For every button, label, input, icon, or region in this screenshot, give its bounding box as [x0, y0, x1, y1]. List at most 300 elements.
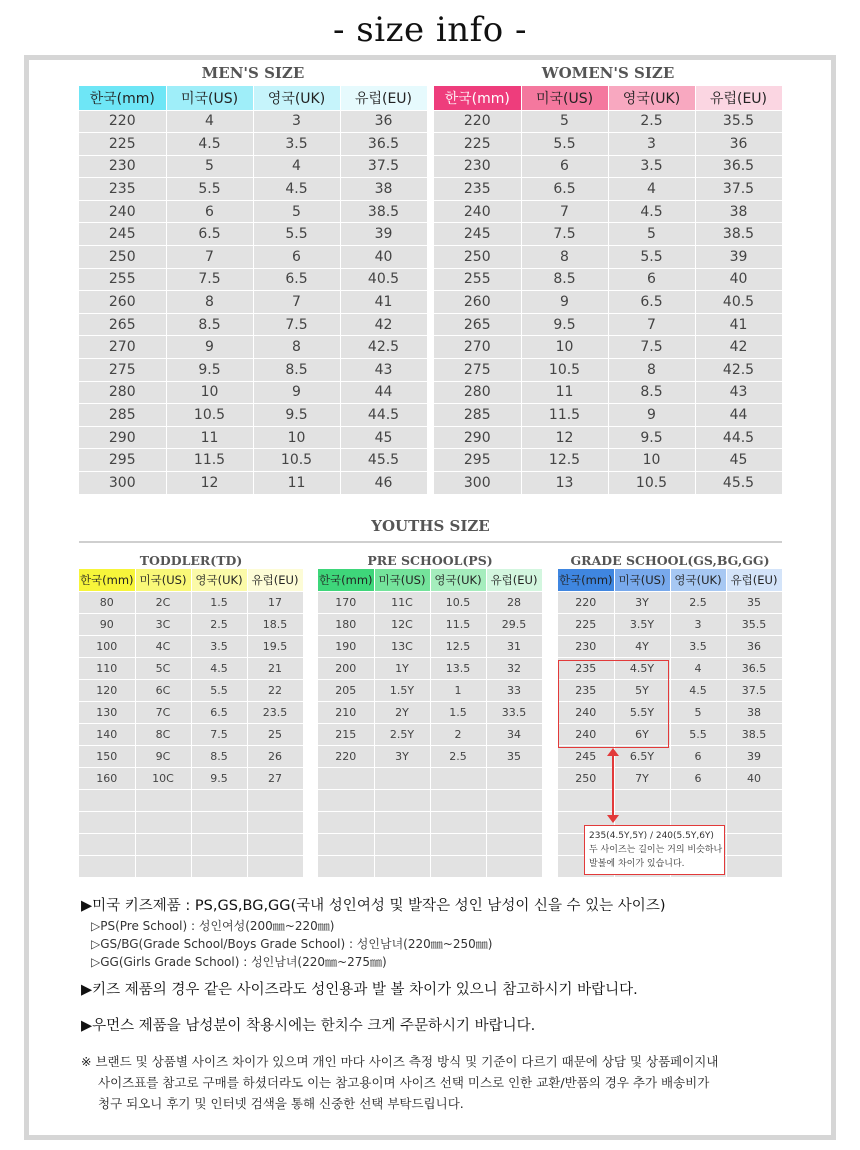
youths-size-title: YOUTHS SIZE [371, 517, 490, 535]
preschool-size-header-cell: 유럽(EU) [486, 569, 542, 591]
preschool-size-cell: 2Y [374, 701, 430, 723]
men-size-row [79, 178, 427, 201]
women-size-cell: 5.5 [521, 133, 608, 156]
preschool-size-cell: 205 [318, 679, 374, 701]
toddler-size-cell: 8C [135, 723, 191, 745]
gradeschool-size-cell: 39 [726, 745, 782, 767]
preschool-size-cell [486, 811, 542, 833]
women-size-row [434, 110, 782, 133]
toddler-size-header-cell: 미국(US) [135, 569, 191, 591]
men-size-cell: 45 [340, 426, 427, 449]
gradeschool-size-cell: 5.5Y [614, 701, 670, 723]
men-size-cell: 3.5 [253, 133, 340, 156]
women-size-cell: 6.5 [521, 178, 608, 201]
women-size-cell: 300 [434, 472, 521, 495]
preschool-size-cell: 34 [486, 723, 542, 745]
women-size-cell: 11 [521, 381, 608, 404]
toddler-size-cell: 7.5 [191, 723, 247, 745]
women-size-cell: 37.5 [695, 178, 782, 201]
toddler-size-row [79, 723, 303, 745]
preschool-size-row [318, 657, 542, 679]
toddler-size-cell: 140 [79, 723, 135, 745]
women-size-row [434, 472, 782, 495]
gradeschool-size-cell: 4Y [614, 635, 670, 657]
preschool-size-cell [430, 833, 486, 855]
women-size-row [434, 178, 782, 201]
women-size-cell: 9 [608, 404, 695, 427]
gradeschool-size-cell: 225 [558, 613, 614, 635]
toddler-size-header-cell: 유럽(EU) [247, 569, 303, 591]
gradeschool-size-cell: 3Y [614, 591, 670, 613]
gradeschool-size-row [558, 613, 782, 635]
men-size-cell: 9 [253, 381, 340, 404]
women-size-cell: 225 [434, 133, 521, 156]
gradeschool-size-cell: 38 [726, 701, 782, 723]
gradeschool-size-cell: 3.5 [670, 635, 726, 657]
preschool-size-cell [486, 767, 542, 789]
gradeschool-size-cell: 220 [558, 591, 614, 613]
women-size-cell: 275 [434, 359, 521, 382]
men-size-body [79, 110, 427, 494]
preschool-size-cell: 10.5 [430, 591, 486, 613]
gradeschool-size-cell: 240 [558, 723, 614, 745]
preschool-size-cell: 33.5 [486, 701, 542, 723]
toddler-size-cell: 21 [247, 657, 303, 679]
preschool-size-row [318, 855, 542, 877]
preschool-size-row [318, 767, 542, 789]
men-size-cell: 300 [79, 472, 166, 495]
preschool-size-cell [318, 767, 374, 789]
preschool-size-cell: 180 [318, 613, 374, 635]
toddler-size-cell [247, 811, 303, 833]
preschool-size-row [318, 745, 542, 767]
preschool-size-cell: 1.5Y [374, 679, 430, 701]
toddler-size-cell: 2.5 [191, 613, 247, 635]
gradeschool-size-cell: 4.5 [670, 679, 726, 701]
toddler-size-cell: 100 [79, 635, 135, 657]
gradeschool-size-cell: 230 [558, 635, 614, 657]
ps-note: ▷PS(Pre School) : 성인여성(200㎜~220㎜) [91, 919, 335, 933]
men-size-cell: 6 [166, 200, 253, 223]
women-size-cell: 44.5 [695, 426, 782, 449]
women-size-cell: 10 [521, 336, 608, 359]
women-size-cell: 240 [434, 200, 521, 223]
women-size-cell: 38.5 [695, 223, 782, 246]
men-size-cell: 4 [253, 155, 340, 178]
gradeschool-size-cell: 245 [558, 745, 614, 767]
toddler-size-cell: 110 [79, 657, 135, 679]
men-size-cell: 9.5 [253, 404, 340, 427]
preschool-size-cell: 13.5 [430, 657, 486, 679]
toddler-size-header-row [79, 569, 303, 591]
preschool-size-cell [486, 833, 542, 855]
women-size-cell: 10 [608, 449, 695, 472]
gradeschool-size-row [558, 745, 782, 767]
gradeschool-size-row [558, 635, 782, 657]
preschool-size-cell: 215 [318, 723, 374, 745]
men-size-cell: 235 [79, 178, 166, 201]
women-size-cell: 235 [434, 178, 521, 201]
women-size-row [434, 223, 782, 246]
men-size-cell: 8.5 [253, 359, 340, 382]
toddler-size-cell [191, 833, 247, 855]
women-size-cell: 245 [434, 223, 521, 246]
men-size-row [79, 291, 427, 314]
women-size-row [434, 291, 782, 314]
toddler-size-cell: 18.5 [247, 613, 303, 635]
gradeschool-size-cell: 4 [670, 657, 726, 679]
men-size-cell: 10.5 [166, 404, 253, 427]
toddler-size-cell: 9C [135, 745, 191, 767]
women-size-row [434, 449, 782, 472]
women-size-header [434, 86, 782, 110]
women-size-cell: 45.5 [695, 472, 782, 495]
women-size-table [434, 86, 783, 494]
toddler-size-cell: 4.5 [191, 657, 247, 679]
men-size-cell: 5.5 [166, 178, 253, 201]
men-size-cell: 7.5 [166, 268, 253, 291]
women-size-cell: 35.5 [695, 110, 782, 133]
footnote-line3: 청구 되오니 후기 및 인터넷 검색을 통해 신중한 선택 부탁드립니다. [98, 1096, 464, 1111]
size-notes [81, 895, 801, 1114]
preschool-size-cell [318, 789, 374, 811]
women-size-title: WOMEN'S SIZE [541, 64, 675, 82]
men-size-cell: 6.5 [253, 268, 340, 291]
toddler-size-cell [79, 789, 135, 811]
preschool-size-cell [486, 789, 542, 811]
men-size-header-row [79, 86, 427, 110]
women-size-cell: 7.5 [521, 223, 608, 246]
toddler-size-cell: 8.5 [191, 745, 247, 767]
gradeschool-size-cell [726, 789, 782, 811]
women-size-cell: 6 [608, 268, 695, 291]
women-size-header-cell: 영국(UK) [608, 86, 695, 110]
gradeschool-size-cell: 6 [670, 767, 726, 789]
toddler-size-row [79, 701, 303, 723]
men-size-header-cell: 유럽(EU) [340, 86, 427, 110]
men-size-cell: 46 [340, 472, 427, 495]
highlight-arrow-line [612, 750, 614, 821]
preschool-size-cell: 190 [318, 635, 374, 657]
women-size-cell: 4.5 [608, 200, 695, 223]
preschool-size-cell [374, 833, 430, 855]
preschool-size-cell [374, 789, 430, 811]
preschool-size-header-cell: 한국(mm) [318, 569, 374, 591]
gs-note-line3: 발볼에 차이가 있습니다. [589, 859, 685, 869]
women-size-cell: 9 [521, 291, 608, 314]
men-size-row [79, 336, 427, 359]
men-size-cell: 230 [79, 155, 166, 178]
women-size-header-cell: 한국(mm) [434, 86, 521, 110]
toddler-size-row [79, 789, 303, 811]
women-size-row [434, 381, 782, 404]
men-size-cell: 8 [253, 336, 340, 359]
preschool-size-table [318, 569, 543, 877]
toddler-size-cell [135, 855, 191, 877]
toddler-size-header-cell: 한국(mm) [79, 569, 135, 591]
women-size-cell: 45 [695, 449, 782, 472]
preschool-size-header-row [318, 569, 542, 591]
preschool-size-cell: 32 [486, 657, 542, 679]
preschool-size-cell: 1 [430, 679, 486, 701]
toddler-size-cell: 22 [247, 679, 303, 701]
gradeschool-size-cell: 36 [726, 635, 782, 657]
women-size-cell: 220 [434, 110, 521, 133]
gradeschool-size-cell: 3.5Y [614, 613, 670, 635]
toddler-size-cell: 160 [79, 767, 135, 789]
men-size-row [79, 223, 427, 246]
gradeschool-size-row [558, 767, 782, 789]
toddler-size-cell [79, 811, 135, 833]
toddler-size-cell: 17 [247, 591, 303, 613]
preschool-size-row [318, 679, 542, 701]
toddler-size-cell [135, 789, 191, 811]
preschool-size-cell [374, 811, 430, 833]
footnote [81, 1051, 801, 1114]
preschool-size-cell [374, 855, 430, 877]
gradeschool-size-cell: 40 [726, 767, 782, 789]
toddler-size-cell: 6.5 [191, 701, 247, 723]
gradeschool-size-header-cell: 한국(mm) [558, 569, 614, 591]
men-size-row [79, 110, 427, 133]
toddler-size-row [79, 855, 303, 877]
toddler-size-cell: 25 [247, 723, 303, 745]
preschool-size-cell [430, 855, 486, 877]
toddler-size-cell [247, 833, 303, 855]
gradeschool-size-cell [726, 811, 782, 833]
men-size-cell: 265 [79, 313, 166, 336]
women-size-row [434, 268, 782, 291]
toddler-size-cell [135, 811, 191, 833]
preschool-size-cell: 12C [374, 613, 430, 635]
women-size-cell: 43 [695, 381, 782, 404]
women-size-cell: 280 [434, 381, 521, 404]
gradeschool-size-cell: 5.5 [670, 723, 726, 745]
toddler-size-cell: 3.5 [191, 635, 247, 657]
preschool-size-cell: 210 [318, 701, 374, 723]
preschool-size-row [318, 723, 542, 745]
women-size-header-row [434, 86, 782, 110]
men-size-cell: 8 [166, 291, 253, 314]
preschool-size-header [318, 569, 542, 591]
toddler-size-cell: 1.5 [191, 591, 247, 613]
women-size-cell: 5.5 [608, 246, 695, 269]
toddler-size-cell: 5.5 [191, 679, 247, 701]
preschool-size-row [318, 635, 542, 657]
men-size-header-cell: 한국(mm) [79, 86, 166, 110]
men-size-row [79, 426, 427, 449]
women-size-row [434, 426, 782, 449]
women-size-row [434, 336, 782, 359]
toddler-size-header [79, 569, 303, 591]
preschool-size-cell [374, 767, 430, 789]
gs-note: ▷GS/BG(Grade School/Boys Grade School) : 성인남녀(220㎜~250㎜) [91, 937, 493, 951]
toddler-size-cell: 90 [79, 613, 135, 635]
women-size-cell: 44 [695, 404, 782, 427]
gradeschool-size-header-cell: 유럽(EU) [726, 569, 782, 591]
toddler-size-row [79, 811, 303, 833]
kids-difference-note: ▶키즈 제품의 경우 같은 사이즈라도 성인용과 발 볼 차이가 있으니 참고하시기 바랍니다. [81, 982, 638, 998]
men-size-cell: 6 [253, 246, 340, 269]
women-size-row [434, 404, 782, 427]
toddler-size-cell: 150 [79, 745, 135, 767]
women-size-cell: 36 [695, 133, 782, 156]
toddler-size-row [79, 833, 303, 855]
men-size-cell: 37.5 [340, 155, 427, 178]
preschool-size-row [318, 833, 542, 855]
women-size-cell: 8 [608, 359, 695, 382]
toddler-size-row [79, 679, 303, 701]
men-size-cell: 5.5 [253, 223, 340, 246]
gradeschool-size-cell: 38.5 [726, 723, 782, 745]
women-size-cell: 38 [695, 200, 782, 223]
gs-note-line2: 두 사이즈는 길이는 거의 비슷하나 [589, 845, 723, 855]
preschool-size-cell [430, 811, 486, 833]
men-size-table [79, 86, 428, 494]
men-size-cell: 240 [79, 200, 166, 223]
women-size-cell: 8.5 [521, 268, 608, 291]
preschool-size-cell: 1Y [374, 657, 430, 679]
women-size-cell: 9.5 [608, 426, 695, 449]
gradeschool-size-cell [614, 789, 670, 811]
gradeschool-size-cell: 5Y [614, 679, 670, 701]
toddler-size-cell: 7C [135, 701, 191, 723]
men-size-row [79, 313, 427, 336]
women-size-cell: 295 [434, 449, 521, 472]
men-size-header [79, 86, 427, 110]
men-size-cell: 4 [166, 110, 253, 133]
preschool-size-cell: 11C [374, 591, 430, 613]
women-size-row [434, 155, 782, 178]
gs-note-box [584, 825, 725, 875]
men-size-cell: 10 [166, 381, 253, 404]
men-size-cell: 7.5 [253, 313, 340, 336]
women-size-header-cell: 유럽(EU) [695, 86, 782, 110]
preschool-size-row [318, 789, 542, 811]
men-size-cell: 250 [79, 246, 166, 269]
gradeschool-size-cell: 35.5 [726, 613, 782, 635]
men-size-cell: 42 [340, 313, 427, 336]
women-size-cell: 7 [521, 200, 608, 223]
women-size-cell: 39 [695, 246, 782, 269]
preschool-size-cell [318, 855, 374, 877]
preschool-size-cell: 31 [486, 635, 542, 657]
women-size-cell: 42.5 [695, 359, 782, 382]
toddler-size-body [79, 591, 303, 877]
men-size-row [79, 381, 427, 404]
toddler-size-cell: 26 [247, 745, 303, 767]
women-size-cell: 12 [521, 426, 608, 449]
gradeschool-size-row [558, 789, 782, 811]
women-size-cell: 8.5 [608, 381, 695, 404]
men-size-cell: 260 [79, 291, 166, 314]
women-size-cell: 10.5 [521, 359, 608, 382]
men-size-cell: 8.5 [166, 313, 253, 336]
preschool-size-cell: 2.5 [430, 745, 486, 767]
men-size-cell: 44 [340, 381, 427, 404]
women-size-cell: 7 [608, 313, 695, 336]
men-size-cell: 280 [79, 381, 166, 404]
men-size-cell: 245 [79, 223, 166, 246]
women-size-row [434, 313, 782, 336]
men-size-cell: 41 [340, 291, 427, 314]
toddler-size-cell: 4C [135, 635, 191, 657]
women-size-cell: 250 [434, 246, 521, 269]
gradeschool-size-cell: 6.5Y [614, 745, 670, 767]
women-size-cell: 3 [608, 133, 695, 156]
men-size-cell: 295 [79, 449, 166, 472]
preschool-size-header-cell: 영국(UK) [430, 569, 486, 591]
women-size-cell: 260 [434, 291, 521, 314]
gradeschool-size-header-cell: 영국(UK) [670, 569, 726, 591]
preschool-size-cell: 170 [318, 591, 374, 613]
preschool-size-cell: 33 [486, 679, 542, 701]
men-size-cell: 11 [166, 426, 253, 449]
men-size-row [79, 359, 427, 382]
men-size-cell: 3 [253, 110, 340, 133]
men-size-cell: 285 [79, 404, 166, 427]
gs-note-line1: 235(4.5Y,5Y) / 240(5.5Y,6Y) [589, 831, 714, 841]
women-size-cell: 40.5 [695, 291, 782, 314]
women-size-cell: 265 [434, 313, 521, 336]
men-size-cell: 4.5 [166, 133, 253, 156]
men-size-cell: 10 [253, 426, 340, 449]
women-size-cell: 42 [695, 336, 782, 359]
men-size-row [79, 404, 427, 427]
men-size-cell: 5 [253, 200, 340, 223]
preschool-size-cell: 13C [374, 635, 430, 657]
men-size-cell: 225 [79, 133, 166, 156]
men-size-row [79, 200, 427, 223]
gradeschool-size-header-row [558, 569, 782, 591]
gradeschool-size-cell: 235 [558, 657, 614, 679]
womens-note: ▶우먼스 제품을 남성분이 착용시에는 한치수 크게 주문하시기 바랍니다. [81, 1018, 536, 1034]
gradeschool-size-header [558, 569, 782, 591]
gradeschool-size-cell [726, 833, 782, 855]
gradeschool-size-cell: 240 [558, 701, 614, 723]
men-size-cell: 4.5 [253, 178, 340, 201]
gradeschool-size-cell: 250 [558, 767, 614, 789]
women-size-cell: 255 [434, 268, 521, 291]
gradeschool-size-cell [726, 855, 782, 877]
toddler-size-cell: 2C [135, 591, 191, 613]
preschool-size-body [318, 591, 542, 877]
women-size-cell: 36.5 [695, 155, 782, 178]
men-size-row [79, 449, 427, 472]
toddler-size-row [79, 635, 303, 657]
men-size-cell: 9 [166, 336, 253, 359]
women-size-row [434, 246, 782, 269]
gradeschool-size-cell: 3 [670, 613, 726, 635]
men-size-cell: 39 [340, 223, 427, 246]
toddler-size-row [79, 657, 303, 679]
men-size-row [79, 155, 427, 178]
men-size-cell: 9.5 [166, 359, 253, 382]
preschool-size-cell: 200 [318, 657, 374, 679]
men-size-header-cell: 영국(UK) [253, 86, 340, 110]
men-size-cell: 5 [166, 155, 253, 178]
gradeschool-size-cell: 2.5 [670, 591, 726, 613]
gradeschool-size-cell: 4.5Y [614, 657, 670, 679]
gradeschool-size-row [558, 679, 782, 701]
preschool-title: PRE SCHOOL(PS) [367, 553, 493, 568]
gradeschool-size-cell [670, 789, 726, 811]
men-size-title: MEN'S SIZE [201, 64, 305, 82]
preschool-size-cell: 3Y [374, 745, 430, 767]
gradeschool-size-cell: 35 [726, 591, 782, 613]
women-size-cell: 230 [434, 155, 521, 178]
men-size-cell: 255 [79, 268, 166, 291]
